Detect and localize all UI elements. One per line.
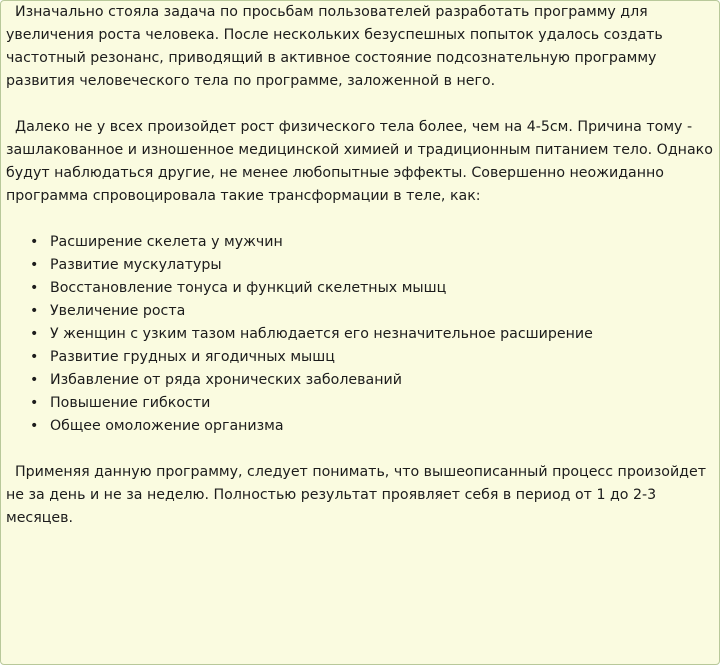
bullet-icon: • <box>30 280 39 296</box>
bullet-icon: • <box>30 303 39 319</box>
list-item <box>6 415 713 438</box>
list-item-text: Развитие грудных и ягодичных мышц <box>50 349 335 365</box>
bullet-icon: • <box>30 257 39 273</box>
spacer <box>6 208 713 231</box>
list-item-text: Расширение скелета у мужчин <box>50 234 283 250</box>
list-item <box>6 323 713 346</box>
list-item-text: У женщин с узким тазом наблюдается его незначительное расширение <box>50 326 593 342</box>
list-item <box>6 300 713 323</box>
bullet-icon: • <box>30 234 39 250</box>
list-item <box>6 346 713 369</box>
list-item <box>6 254 713 277</box>
list-item-text: Избавление от ряда хронических заболеваний <box>50 372 402 388</box>
spacer <box>6 438 713 461</box>
second-paragraph: Далеко не у всех произойдет рост физического тела более, чем на 4-5см. Причина тому - зашлакованное и изношенное медицинской химией и традиционным питанием тело. Однако будут наблюдаться другие, не менее любопытные эффекты. Совершенно неожиданно программа спровоцировала такие трансформации в теле, как: <box>6 119 713 204</box>
bullet-icon: • <box>30 395 39 411</box>
effects-list <box>6 231 713 438</box>
list-item-text: Развитие мускулатуры <box>50 257 222 273</box>
list-item-text: Общее омоложение организма <box>50 418 284 434</box>
spacer <box>6 93 713 116</box>
list-item <box>6 369 713 392</box>
bullet-icon: • <box>30 349 39 365</box>
conclusion-paragraph: Применяя данную программу, следует понимать, что вышеописанный процесс произойдет не за день и не за неделю. Полностью результат проявляет себя в период от 1 до 2-3 месяцев. <box>6 464 706 526</box>
bullet-icon: • <box>30 326 39 342</box>
list-item <box>6 277 713 300</box>
bullet-icon: • <box>30 418 39 434</box>
list-item-text: Восстановление тонуса и функций скелетных мышц <box>50 280 447 296</box>
list-item-text: Повышение гибкости <box>50 395 211 411</box>
list-item-text: Увеличение роста <box>50 303 186 319</box>
list-item <box>6 392 713 415</box>
article-body <box>1 1 719 530</box>
intro-paragraph: Изначально стояла задача по просьбам пользователей разработать программу для увеличения роста человека. После нескольких безуспешных попыток удалось создать частотный резонанс, приводящий в активное состояние подсознательную программу развития человеческого тела по программе, заложенной в него. <box>6 4 663 89</box>
list-item <box>6 231 713 254</box>
bullet-icon: • <box>30 372 39 388</box>
